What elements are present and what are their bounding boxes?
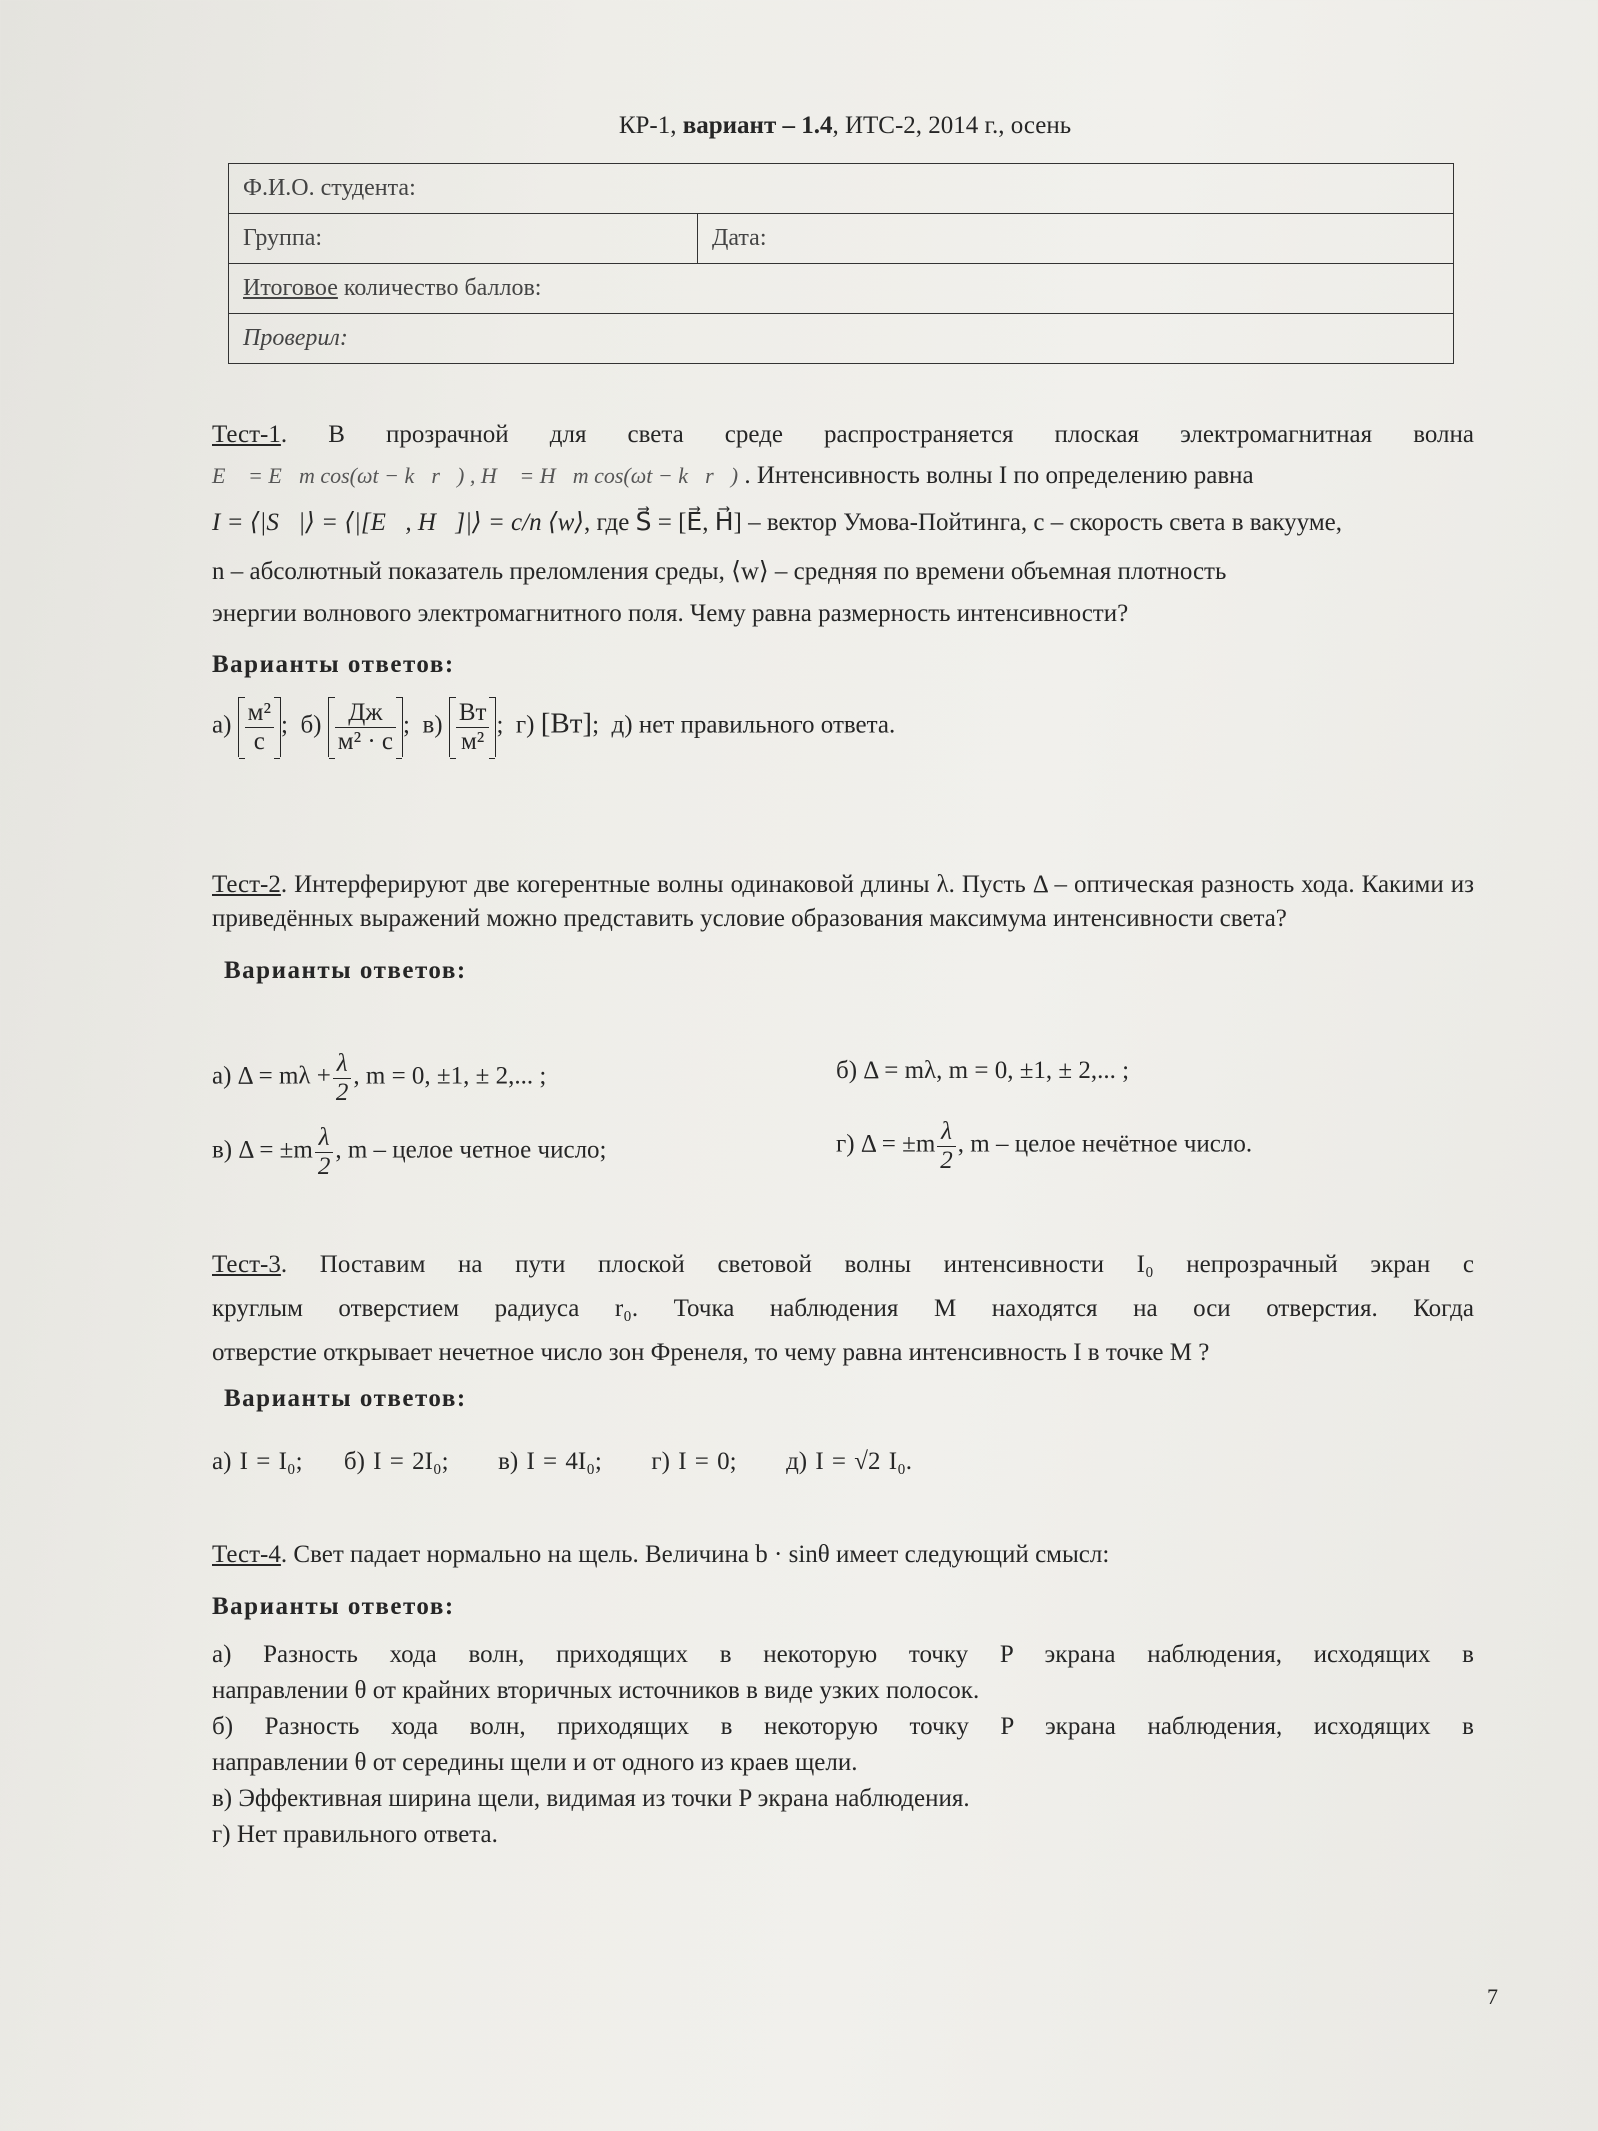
test-1-formula-2: I = ⟨|S⃗|⟩ = ⟨|[E⃗, H⃗]|⟩ = c/n ⟨w⟩ <box>212 509 585 536</box>
option-a-line-1: а) Разность хода волн, приходящих в некоторую точку P экрана наблюдения, исходящих в <box>212 1641 1474 1668</box>
option-v-num: λ <box>315 1124 334 1153</box>
test-1-option-a-label: а) <box>212 711 232 739</box>
test-1-line-5: энергии волнового электромагнитного поля. Чему равна размерность интенсивности? <box>212 600 1129 627</box>
test-4-option-g[interactable]: г) Нет правильного ответа. <box>212 1821 498 1848</box>
test-4-option-b[interactable] <box>212 1709 1474 1781</box>
option-g-den: 2 <box>940 1146 953 1174</box>
option-a-den: 2 <box>335 1078 349 1106</box>
option-g-num: λ <box>937 1118 956 1147</box>
test-1-option-v[interactable] <box>449 697 497 757</box>
group-cell[interactable]: Группа: <box>229 214 698 264</box>
option-b-line-1: б) Разность хода волн, приходящих в некоторую точку P экрана наблюдения, исходящих в <box>212 1713 1474 1740</box>
test-4-answers-heading: Варианты ответов: <box>212 1593 455 1620</box>
option-v-den: 2 <box>317 1152 331 1180</box>
option-a-post: , m = 0, ±1, ± 2,... ; <box>353 1062 547 1090</box>
test-1-options: а) $\frac{\text{м²}}{с}$ ; б) $\frac{Дж}{\text{м² · с}}$ ; в) $\frac{Вт}{\text{м²}}$ ; г) [Вт]; д) нет правильного ответа. <box>212 697 1474 757</box>
option-g-post: , m – целое нечётное число. <box>957 1130 1253 1158</box>
option-v-post: , m – целое четное число; <box>335 1136 607 1164</box>
test-2-option-g[interactable] <box>836 1118 1252 1174</box>
option-a-line-2: направлении θ от крайних вторичных источников в виде узких полосок. <box>212 1677 980 1704</box>
test-3-option-v[interactable]: в) I = 4I₀; <box>498 1448 602 1475</box>
option-v-text: в) Δ = ±m <box>212 1136 313 1164</box>
test-1-option-g[interactable]: [Вт] <box>540 707 593 740</box>
test-1-line-4: n – абсолютный показатель преломления среды, ⟨w⟩ – средняя по времени объемная плотность <box>212 558 1227 585</box>
option-v-denominator: м² <box>460 727 485 755</box>
test-1-line-3: , где S⃗ = [E⃗, H⃗] – вектор Умова-Пойтинга, c – скорость света в вакууме, <box>584 509 1342 536</box>
header-variant: вариант – 1.4 <box>682 112 833 139</box>
test-3-line-2: круглым отверстием радиуса r₀. Точка наблюдения M находятся на оси отверстия. Когда <box>212 1295 1474 1322</box>
test-1-option-d[interactable]: д) нет правильного ответа. <box>611 711 896 739</box>
option-a-text: а) Δ = mλ + <box>212 1062 331 1090</box>
test-4-option-v[interactable]: в) Эффективная ширина щели, видимая из точки P экрана наблюдения. <box>212 1785 970 1812</box>
test-1-option-a[interactable] <box>238 697 281 757</box>
option-a-num: λ <box>333 1050 352 1079</box>
test-1 <box>212 416 1474 757</box>
test-2-answers-heading: Варианты ответов: <box>224 957 467 984</box>
option-b-line-2: направлении θ от середины щели и от одного из краев щели. <box>212 1749 858 1776</box>
test-3-option-b[interactable]: б) I = 2I₀; <box>343 1448 449 1475</box>
test-4-title: Тест-4 <box>212 1541 281 1568</box>
header-post: , ИТС-2, 2014 г., осень <box>832 112 1072 139</box>
test-3-options <box>212 1448 912 1476</box>
test-2-body: . Интерферируют две когерентные волны одинаковой длины λ. Пусть Δ – оптическая разность хода. Какими из приведённых выражений можно представить условие образования максимума интенсивности света? <box>212 871 1474 932</box>
option-a-denominator: с <box>253 727 265 755</box>
total-label-underlined: Итоговое <box>243 275 338 301</box>
option-b-denominator: м² · с <box>337 727 393 755</box>
test-1-formula-1: E⃗ = E⃗m cos(ωt − k⃗r⃗) , H⃗ = H⃗m cos(ωt − k⃗r⃗) <box>212 463 739 488</box>
test-4 <box>212 1537 1474 1853</box>
fio-cell[interactable]: Ф.И.О. студента: <box>229 164 1454 214</box>
test-2-title: Тест-2 <box>212 871 281 898</box>
total-label-rest: количество баллов: <box>337 275 542 301</box>
date-cell[interactable]: Дата: <box>698 214 1454 264</box>
test-2-option-v[interactable] <box>212 1124 607 1180</box>
student-info-table <box>228 163 1454 364</box>
test-1-option-b-label: б) <box>300 711 322 739</box>
test-3-title: Тест-3 <box>212 1251 281 1278</box>
test-1-option-v-label: в) <box>422 711 443 739</box>
total-score-cell[interactable] <box>229 264 1454 314</box>
option-a-numerator: м² <box>245 699 274 728</box>
test-1-title: Тест-1 <box>212 421 281 448</box>
option-g-text: г) Δ = ±m <box>836 1130 936 1158</box>
test-2 <box>212 868 1474 988</box>
checked-by-cell[interactable]: Проверил: <box>229 314 1454 364</box>
header-pre: КР-1, <box>618 112 683 139</box>
test-3-line-3: отверстие открывает нечетное число зон Френеля, то чему равна интенсивность I в точке M ? <box>212 1339 1210 1366</box>
test-1-option-b[interactable] <box>328 697 403 757</box>
test-2-option-b[interactable]: б) Δ = mλ, m = 0, ±1, ± 2,... ; <box>836 1057 1130 1084</box>
test-3-answers-heading: Варианты ответов: <box>224 1385 467 1412</box>
test-4-option-a[interactable] <box>212 1637 1474 1709</box>
test-2-option-a[interactable] <box>212 1050 546 1106</box>
page-header <box>0 112 1598 140</box>
test-3-option-g[interactable]: г) I = 0; <box>651 1448 737 1475</box>
test-4-line-1: . Свет падает нормально на щель. Величина b · sinθ имеет следующий смысл: <box>280 1541 1110 1568</box>
option-b-numerator: Дж <box>335 699 396 728</box>
page-number: 7 <box>1487 1984 1498 2009</box>
test-1-answers-heading: Варианты ответов: <box>212 651 455 678</box>
option-v-numerator: Вт <box>456 699 490 728</box>
test-1-line-2: . Интенсивность волны I по определению равна <box>744 462 1254 489</box>
test-1-option-g-label: г) <box>515 711 535 739</box>
test-1-line-1: . В прозрачной для света среде распространяется плоская электромагнитная волна <box>280 421 1474 448</box>
test-3 <box>212 1243 1474 1421</box>
test-3-option-d[interactable]: д) I = √2 I₀. <box>786 1448 913 1475</box>
test-3-option-a[interactable]: а) I = I₀; <box>212 1448 303 1475</box>
test-3-line-1: . Поставим на пути плоской световой волны интенсивности I₀ непрозрачный экран с <box>280 1251 1474 1278</box>
